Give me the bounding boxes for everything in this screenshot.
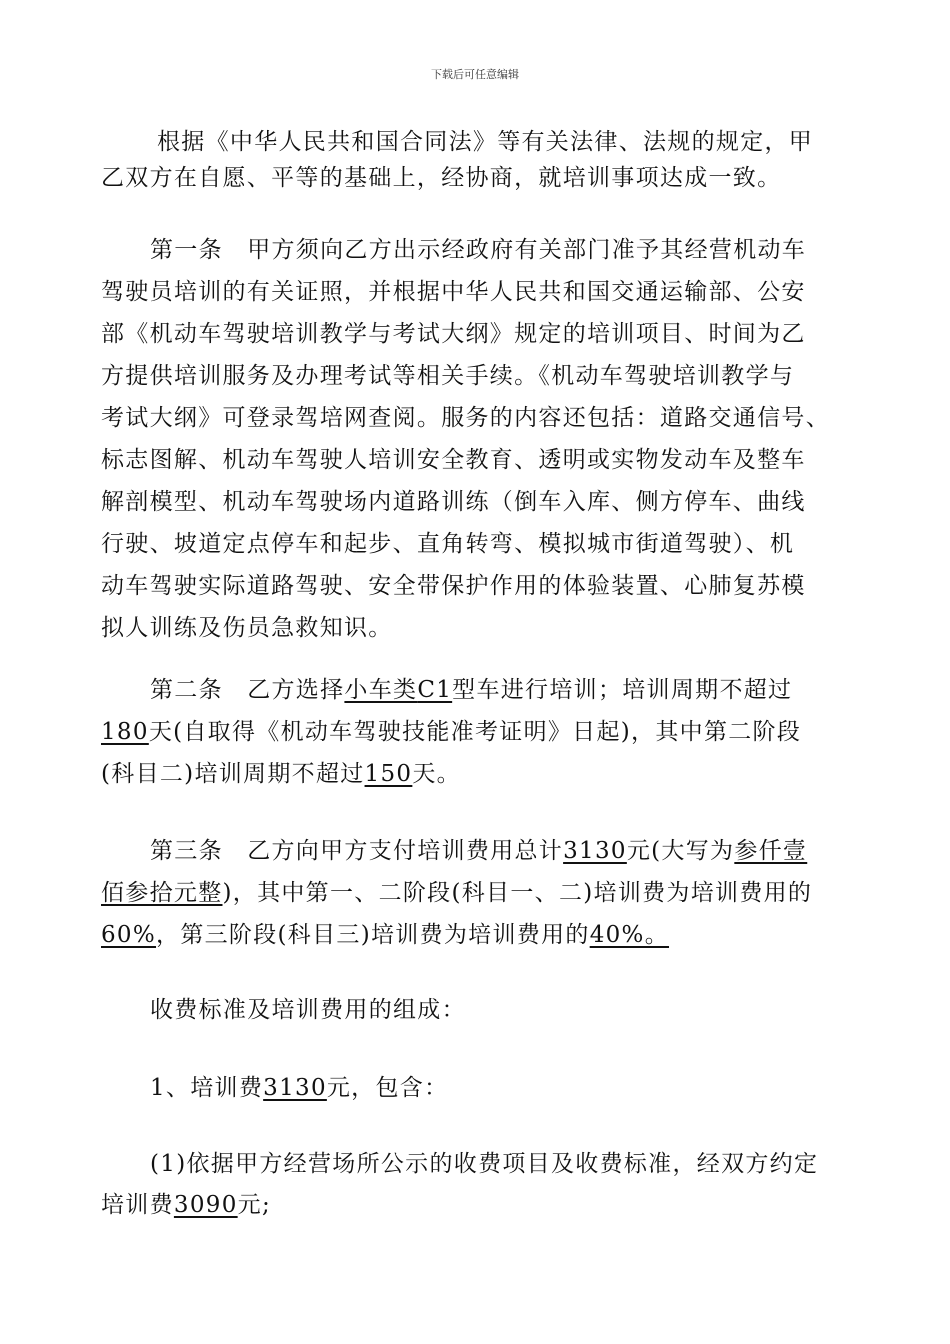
underlined-field: 60% xyxy=(101,922,157,948)
underlined-field: 40%。 xyxy=(589,922,670,948)
text-line xyxy=(101,571,806,601)
text-line xyxy=(101,487,806,517)
text-segment: 第二条 乙方选择 xyxy=(150,677,345,703)
text-segment: 拟人训练及伤员急救知识。 xyxy=(101,615,393,641)
text-segment: (1)依据甲方经营场所公示的收费项目及收费标准，经双方约定 xyxy=(150,1151,819,1177)
text-line xyxy=(157,127,813,157)
text-segment: 动车驾驶实际道路驾驶、安全带保护作用的体验装置、心肺复苏模 xyxy=(101,573,806,599)
text-segment: 部《机动车驾驶培训教学与考试大纲》规定的培训项目、时间为乙 xyxy=(101,321,806,347)
text-line xyxy=(150,836,807,866)
text-line xyxy=(101,878,812,908)
text-line xyxy=(150,675,792,705)
text-segment: )，其中第一、二阶段(科目一、二)培训费为培训费用的 xyxy=(222,880,813,906)
text-segment: 天。 xyxy=(412,761,461,787)
underlined-field: 小车类 xyxy=(344,677,418,703)
underlined-field: 佰参拾元整 xyxy=(101,880,223,906)
text-line xyxy=(101,1190,271,1220)
text-line xyxy=(150,1149,818,1179)
text-segment: 收费标准及培训费用的组成： xyxy=(150,997,466,1023)
text-line xyxy=(101,319,806,349)
text-segment: 行驶、坡道定点停车和起步、直角转弯、模拟城市街道驾驶）、机 xyxy=(101,531,795,557)
text-segment: 方提供培训服务及办理考试等相关手续。《机动车驾驶培训教学与 xyxy=(101,363,795,389)
text-segment: 乙双方在自愿、平等的基础上，经协商，就培训事项达成一致。 xyxy=(101,165,782,191)
text-segment: 第三条 乙方向甲方支付培训费用总计 xyxy=(150,838,564,864)
text-line xyxy=(101,361,794,391)
underlined-field: 180 xyxy=(101,719,149,745)
text-segment: 解剖模型、机动车驾驶场内道路训练（倒车入库、侧方停车、曲线 xyxy=(101,489,806,515)
text-line xyxy=(101,445,806,475)
text-segment: (科目二)培训周期不超过 xyxy=(101,761,365,787)
text-segment: 驾驶员培训的有关证照，并根据中华人民共和国交通运输部、公安 xyxy=(101,279,806,305)
underlined-field: 3090 xyxy=(173,1192,238,1218)
text-segment: 考试大纲》可登录驾培网查阅。服务的内容还包括：道路交通信号、 xyxy=(101,405,830,431)
text-line xyxy=(150,1073,448,1103)
underlined-field: C1 xyxy=(417,677,453,703)
text-line xyxy=(101,759,461,789)
text-segment: 元; xyxy=(237,1192,271,1218)
text-line xyxy=(150,235,806,265)
text-segment: 1、培训费 xyxy=(150,1075,264,1101)
text-line xyxy=(101,613,393,643)
text-line xyxy=(101,717,801,747)
underlined-field: 3130 xyxy=(263,1075,327,1101)
text-segment: 天(自取得《机动车驾驶技能准考证明》日起)，其中第二阶段 xyxy=(148,719,802,745)
text-line xyxy=(101,920,669,950)
text-line xyxy=(101,163,781,193)
text-line xyxy=(101,403,830,433)
text-segment: 培训费 xyxy=(101,1192,174,1218)
text-segment: 根据《中华人民共和国合同法》等有关法律、法规的规定，甲 xyxy=(157,129,814,155)
underlined-field: 参仟壹 xyxy=(734,838,808,864)
text-segment: 第一条 甲方须向乙方出示经政府有关部门准予其经营机动车 xyxy=(150,237,807,263)
text-line xyxy=(101,277,806,307)
underlined-field: 3130 xyxy=(563,838,627,864)
text-segment: 元，包含： xyxy=(326,1075,449,1101)
underlined-field: 150 xyxy=(364,761,413,787)
text-segment: 元(大写为 xyxy=(626,838,735,864)
text-segment: 型车进行培训；培训周期不超过 xyxy=(452,677,793,703)
page-header: 下载后可任意编辑 xyxy=(431,68,519,81)
text-segment: ，第三阶段(科目三)培训费为培训费用的 xyxy=(156,922,590,948)
text-segment: 标志图解、机动车驾驶人培训安全教育、透明或实物发动车及整车 xyxy=(101,447,806,473)
text-line xyxy=(101,529,794,559)
text-line xyxy=(150,995,466,1025)
